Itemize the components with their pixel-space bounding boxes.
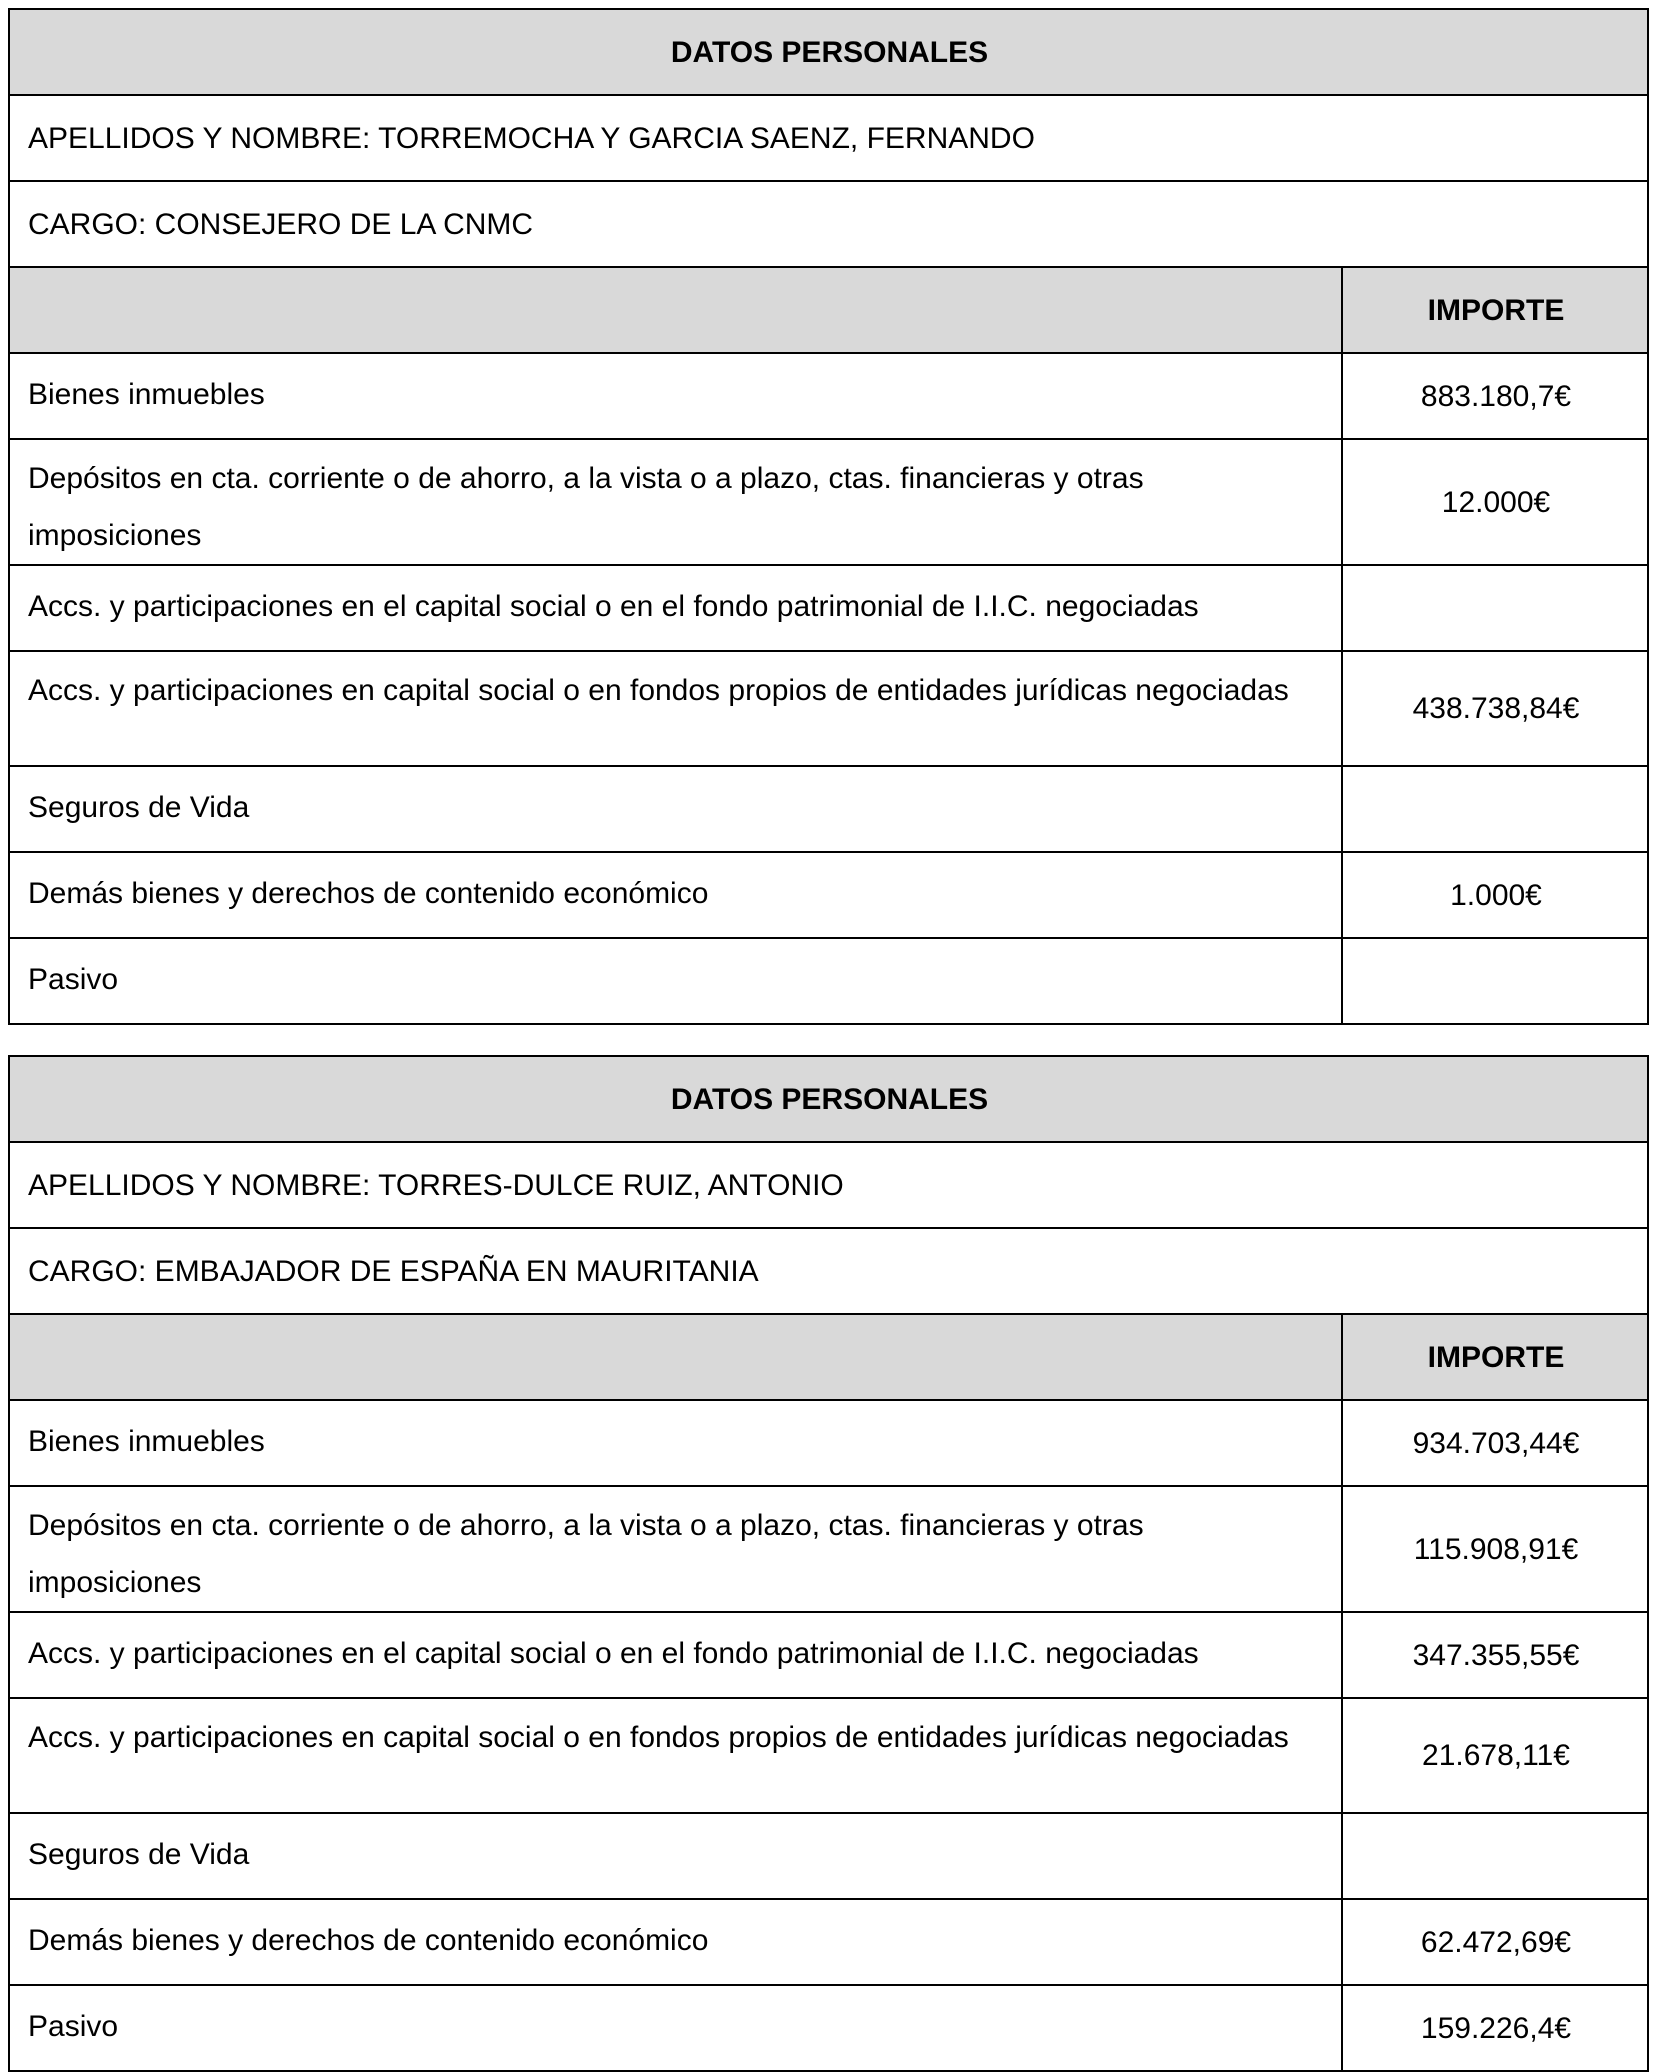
column-header-concept [9, 1314, 1342, 1400]
row-label: Seguros de Vida [9, 1813, 1342, 1899]
table-row [9, 1612, 1648, 1698]
column-header-concept [9, 267, 1342, 353]
row-label: Depósitos en cta. corriente o de ahorro, a la vista o a plazo, ctas. financieras y otras imposiciones [9, 439, 1342, 565]
table-row [9, 1985, 1648, 2071]
row-amount [1342, 766, 1648, 852]
row-label: Pasivo [9, 938, 1342, 1024]
section-title: DATOS PERSONALES [9, 1056, 1648, 1142]
row-label: Accs. y participaciones en capital social o en fondos propios de entidades jurídicas negociadas [9, 651, 1342, 766]
row-amount: 883.180,7€ [1342, 353, 1648, 439]
section-title: DATOS PERSONALES [9, 9, 1648, 95]
table-row [9, 766, 1648, 852]
row-amount [1342, 565, 1648, 651]
asset-declaration-table-2 [8, 1055, 1649, 2072]
name-line: APELLIDOS Y NOMBRE: TORRES-DULCE RUIZ, ANTONIO [9, 1142, 1648, 1228]
row-amount: 159.226,4€ [1342, 1985, 1648, 2071]
table-row [9, 439, 1648, 565]
row-amount: 934.703,44€ [1342, 1400, 1648, 1486]
row-amount: 438.738,84€ [1342, 651, 1648, 766]
table-row [9, 1400, 1648, 1486]
cargo-line: CARGO: EMBAJADOR DE ESPAÑA EN MAURITANIA [9, 1228, 1648, 1314]
row-label: Depósitos en cta. corriente o de ahorro, a la vista o a plazo, ctas. financieras y otras imposiciones [9, 1486, 1342, 1612]
table-row [9, 1698, 1648, 1813]
table-row [9, 852, 1648, 938]
table-row [9, 938, 1648, 1024]
column-header-importe: IMPORTE [1342, 267, 1648, 353]
row-label: Bienes inmuebles [9, 1400, 1342, 1486]
name-line: APELLIDOS Y NOMBRE: TORREMOCHA Y GARCIA SAENZ, FERNANDO [9, 95, 1648, 181]
asset-declaration-table-1 [8, 8, 1649, 1025]
table-row [9, 1899, 1648, 1985]
row-label: Demás bienes y derechos de contenido económico [9, 1899, 1342, 1985]
row-label: Pasivo [9, 1985, 1342, 2071]
row-amount: 21.678,11€ [1342, 1698, 1648, 1813]
row-amount: 62.472,69€ [1342, 1899, 1648, 1985]
row-amount [1342, 1813, 1648, 1899]
column-header-importe: IMPORTE [1342, 1314, 1648, 1400]
table-row [9, 1486, 1648, 1612]
row-amount: 347.355,55€ [1342, 1612, 1648, 1698]
table-row [9, 565, 1648, 651]
row-amount [1342, 938, 1648, 1024]
row-amount: 1.000€ [1342, 852, 1648, 938]
table-row [9, 651, 1648, 766]
row-label: Demás bienes y derechos de contenido económico [9, 852, 1342, 938]
row-label: Accs. y participaciones en el capital social o en el fondo patrimonial de I.I.C. negociadas [9, 565, 1342, 651]
table-row [9, 353, 1648, 439]
row-label: Seguros de Vida [9, 766, 1342, 852]
row-label: Accs. y participaciones en capital social o en fondos propios de entidades jurídicas negociadas [9, 1698, 1342, 1813]
table-row [9, 1813, 1648, 1899]
row-label: Bienes inmuebles [9, 353, 1342, 439]
row-amount: 115.908,91€ [1342, 1486, 1648, 1612]
cargo-line: CARGO: CONSEJERO DE LA CNMC [9, 181, 1648, 267]
row-amount: 12.000€ [1342, 439, 1648, 565]
row-label: Accs. y participaciones en el capital social o en el fondo patrimonial de I.I.C. negociadas [9, 1612, 1342, 1698]
